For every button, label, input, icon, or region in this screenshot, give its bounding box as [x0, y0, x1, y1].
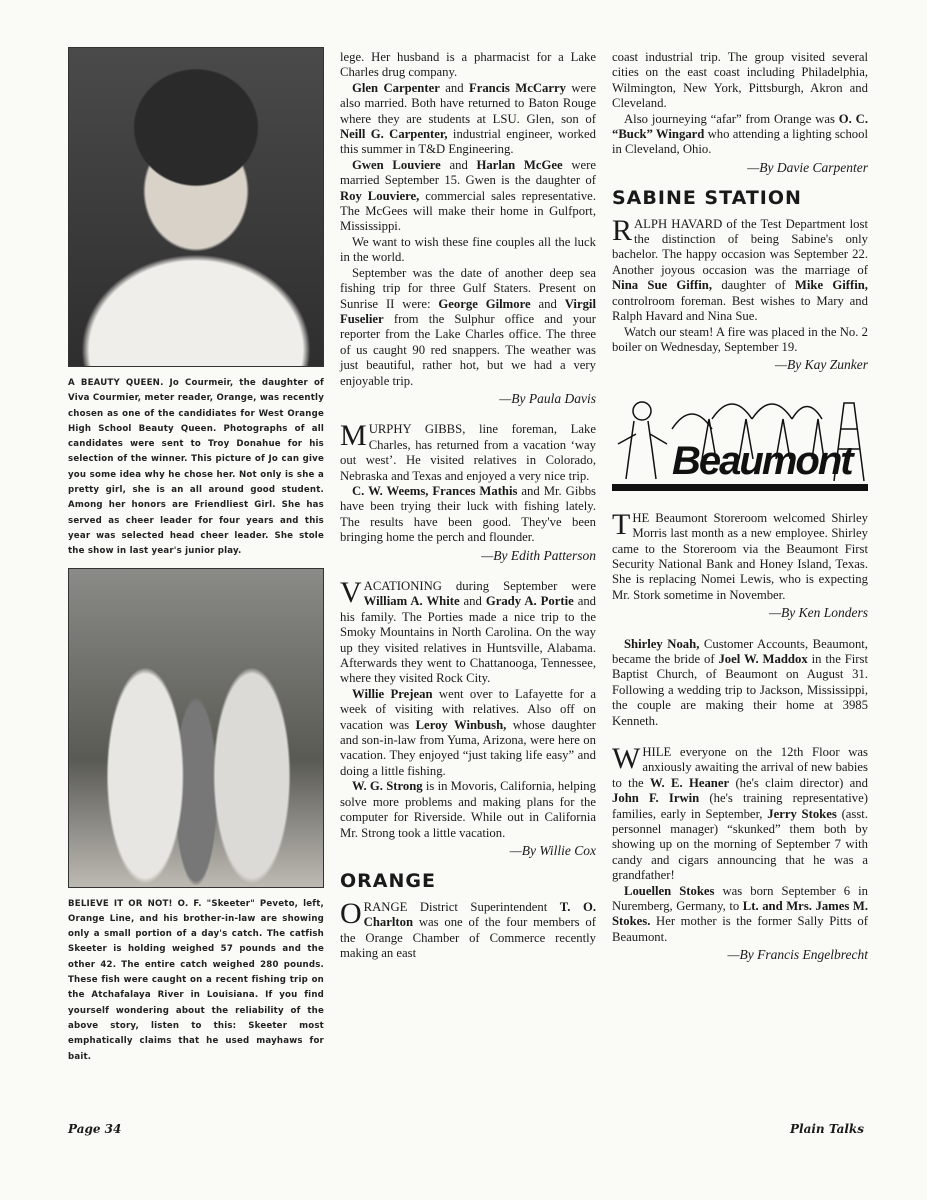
- text-run: and: [439, 80, 469, 95]
- article-paragraph: [340, 896, 597, 962]
- text-run: who attending a lighting school in Cleveland, Ohio.: [612, 127, 868, 157]
- text-run: were also married. Both have returned to Baton Rouge where they are students at LSU. Glen, son of: [340, 80, 596, 126]
- bold-name: O. C. “Buck” Wingard: [612, 111, 868, 142]
- text-run: (he's training representative) families, early in September,: [612, 791, 868, 821]
- article-paragraph: [612, 637, 868, 729]
- text-run: September was the date of another deep sea fishing trip for three Gulf Staters. Present on Sunrise II were:: [340, 265, 596, 311]
- article-paragraph: [612, 325, 868, 356]
- bold-name: W. G. Strong: [352, 779, 423, 794]
- text-run: is in Movoris, California, helping solve more problems and making plans for the computer for Riverside. While out in California Mr. Strong took a little vacation.: [340, 779, 596, 840]
- bold-name: Glen Carpenter: [352, 80, 440, 95]
- bold-name: George Gilmore: [438, 296, 531, 311]
- article-paragraph: [340, 235, 596, 266]
- beauty-queen-photo: [68, 47, 324, 367]
- bold-name: Shirley Noah,: [624, 636, 700, 651]
- text-run: Watch our steam! A fire was placed in the No. 2 boiler on Wednesday, September 19.: [612, 324, 868, 354]
- article-paragraph: [340, 687, 596, 779]
- drop-cap: O: [340, 896, 362, 930]
- text-run: HILE everyone on the 12th Floor was anxiously awaiting the arrival of new babies to the: [612, 745, 868, 790]
- section-heading: SABINE STATION: [612, 187, 802, 210]
- text-run: daughter of: [712, 278, 795, 293]
- bold-name: Roy Louviere,: [340, 188, 420, 203]
- text-run: went over to Lafayette for a week of visiting with relatives. Also off on vacation was: [340, 686, 596, 732]
- page-number: Page 34: [68, 1122, 122, 1136]
- fishing-catch-photo: [68, 568, 324, 888]
- text-run: Also journeying “afar” from Orange was: [624, 111, 839, 126]
- bold-name: Louellen Stokes: [624, 883, 715, 898]
- article-paragraph: [340, 484, 596, 546]
- bold-name: Francis McCarry: [468, 80, 566, 95]
- text-run: (asst. personnel manager) “skunked” them both by showing up on the morning of September 7 with candy and cigars announcing that he was a grandfather!: [612, 806, 868, 883]
- bold-name: Gwen Louviere: [352, 157, 441, 172]
- byline: —By Davie Carpenter: [747, 159, 868, 175]
- text-run: in the First Baptist Church, of Beaumont on August 31. Following a wedding trip to Jackson, Mississippi, the couple are making their home at 3985 Kenneth.: [612, 651, 868, 728]
- text-run: coast industrial trip. The group visited several cities on the east coast including Philadelphia, Wilmington, New York, Pittsburgh, Akron and Cleveland.: [612, 50, 868, 111]
- drop-cap: M: [340, 419, 367, 453]
- bold-name: Willie Prejean: [352, 686, 433, 701]
- byline: —By Willie Cox: [509, 842, 596, 858]
- article-paragraph: [612, 213, 868, 325]
- bold-name: W. E. Heaner: [650, 775, 730, 790]
- article-paragraph: [340, 576, 597, 687]
- article-paragraph: [612, 112, 868, 158]
- text-run: ALPH HAVARD of the Test Department lost the distinction of being Sabine's only bachelor. The happy occasion was September 22. Another joyous occasion was the marriage of: [612, 216, 868, 277]
- logo-text: Beaumont: [672, 438, 852, 483]
- text-run: ACATIONING during September were: [363, 579, 596, 593]
- text-run: was one of the four members of the Orange Chamber of Commerce recently making an east: [340, 915, 596, 960]
- article-paragraph: [612, 884, 868, 946]
- article-paragraph: [340, 158, 596, 235]
- bold-name: Lt. and Mrs. James M. Stokes.: [612, 899, 868, 929]
- beauty-queen-caption: A BEAUTY QUEEN. Jo Courmeir, the daughter of Viva Courmier, meter reader, Orange, was recently chosen as one of the candidiates for West Orange High School Beauty Queen. Photographs of all candidates were sent to Troy Donahue for his selection of the winner. This picture of Jo can give you some idea why he chose her. Not only is she a pretty girl, she is an all around good student. Among her honors are Friendliest Girl. She has served as cheer leader for four years and this year was selected head cheer leader. She stole the show in last year's junior play.: [68, 378, 324, 557]
- drop-cap: V: [340, 576, 362, 609]
- bold-name: T. O. Charlton: [363, 899, 597, 930]
- bold-name: Virgil Fuselier: [340, 296, 596, 326]
- text-run: Her mother is the former Sally Pitts of Beaumont.: [612, 914, 868, 944]
- text-run: whose daughter and son-in-law from Yuma, Arizona, were here on vacation. They enjoyed “just taking life easy” and doing a little fishing.: [340, 717, 596, 778]
- byline: —By Ken Londers: [769, 605, 868, 621]
- beaumont-logo: [612, 389, 868, 497]
- text-run: and: [459, 594, 486, 609]
- article-paragraph: [612, 50, 868, 112]
- bold-name: Harlan McGee: [476, 157, 563, 172]
- column-1: [68, 47, 324, 1073]
- text-run: lege. Her husband is a pharmacist for a Lake Charles drug company.: [340, 50, 596, 80]
- bold-name: C. W. Weems, Frances Mathis: [352, 483, 518, 498]
- bold-name: Joel W. Maddox: [718, 651, 808, 666]
- byline: —By Francis Engelbrecht: [727, 947, 868, 963]
- bold-name: Leroy Winbush,: [415, 717, 507, 732]
- text-run: HE Beaumont Storeroom welcomed Shirley Morris last month as a new employee. Shirley came to the Storeroom via the Beaumont First Security National Bank and Honey Island, Texas. She is replacing Nomei Lewis, who is expecting Mr. Stork sometime in November.: [612, 510, 868, 602]
- bold-name: Mike Giffin,: [794, 278, 868, 293]
- column-3: [612, 50, 868, 979]
- article-paragraph: [612, 507, 868, 603]
- text-run: was born September 6 in Nuremberg, Germany, to: [612, 883, 868, 914]
- article-paragraph: [340, 779, 596, 841]
- spacer: [612, 729, 868, 745]
- byline: —By Paula Davis: [499, 390, 596, 406]
- article-paragraph: [340, 266, 596, 389]
- publication-name: Plain Talks: [790, 1122, 865, 1136]
- drop-cap: T: [612, 507, 631, 541]
- bold-name: Nina Sue Giffin,: [612, 278, 713, 293]
- drop-cap: W: [612, 742, 641, 775]
- text-run: URPHY GIBBS, line foreman, Lake Charles, has returned from a vacation ‘way out west’. He visited relatives in Colorado, Nebraska and Texas and enjoyed a very nice trip.: [340, 422, 596, 483]
- text-run: We want to wish these fine couples all the luck in the world.: [340, 234, 596, 265]
- article-paragraph: [340, 50, 596, 81]
- section-heading: ORANGE: [340, 870, 436, 893]
- article-paragraph: [340, 81, 596, 158]
- drop-cap: R: [612, 213, 633, 247]
- text-run: (he's claim director) and: [729, 775, 868, 790]
- text-run: were married September 15. Gwen is the daughter of: [340, 157, 596, 188]
- text-run: and his family. The Porties made a nice trip to the Smoky Mountains in North Carolina. On the way up they visited relatives in Huntsville, Alabama. Afterwards they went to Chattanooga, Tennessee, where they visited Rock City.: [340, 594, 597, 686]
- fishing-catch-caption: BELIEVE IT OR NOT! O. F. "Skeeter" Peveto, left, Orange Line, and his brother-in-law are showing only a small portion of a day's catch. The catfish Skeeter is holding weighed 57 pounds and the other 42. The entire catch weighed 280 pounds. These fish were caught on a recent fishing trip on the Atchafalaya River in Louisiana. If you find yourself wondering about the reliability of the above story, listen to this: Skeeter most emphatically claims that he used mayhaws for bait.: [68, 898, 324, 1062]
- text-run: from the Sulphur office and your reporter from the Lake Charles office. The three of us caught 90 red snappers. The weather was just beautiful, rather hot, but we had a very enjoyable trip.: [340, 311, 596, 388]
- text-run: and: [440, 157, 477, 172]
- article-paragraph: [340, 419, 596, 484]
- byline: —By Kay Zunker: [775, 357, 868, 373]
- text-run: commercial sales representative. The McGees will make their home in Gulfport, Mississippi.: [340, 188, 596, 234]
- bold-name: William A. White: [363, 594, 460, 609]
- column-2: [340, 50, 596, 961]
- text-run: and: [530, 296, 565, 311]
- bold-name: John F. Irwin: [612, 791, 700, 806]
- bold-name: Grady A. Portie: [485, 594, 574, 609]
- byline: —By Edith Patterson: [481, 547, 596, 563]
- text-run: controlroom foreman. Best wishes to Mary and Ralph Havard and Nina Sue.: [612, 293, 868, 324]
- bold-name: Neill G. Carpenter,: [340, 127, 448, 142]
- text-run: Customer Accounts, Beaumont, became the bride of: [612, 636, 868, 666]
- article-paragraph: [612, 742, 868, 884]
- text-run: RANGE District Superintendent: [363, 899, 560, 914]
- text-run: industrial engineer, worked this summer in T&D Engineering.: [340, 127, 596, 157]
- bold-name: Jerry Stokes: [767, 806, 837, 821]
- text-run: and Mr. Gibbs have been trying their luck with fishing lately. The results have been good. They've been bringing home the perch and flounder.: [340, 483, 596, 545]
